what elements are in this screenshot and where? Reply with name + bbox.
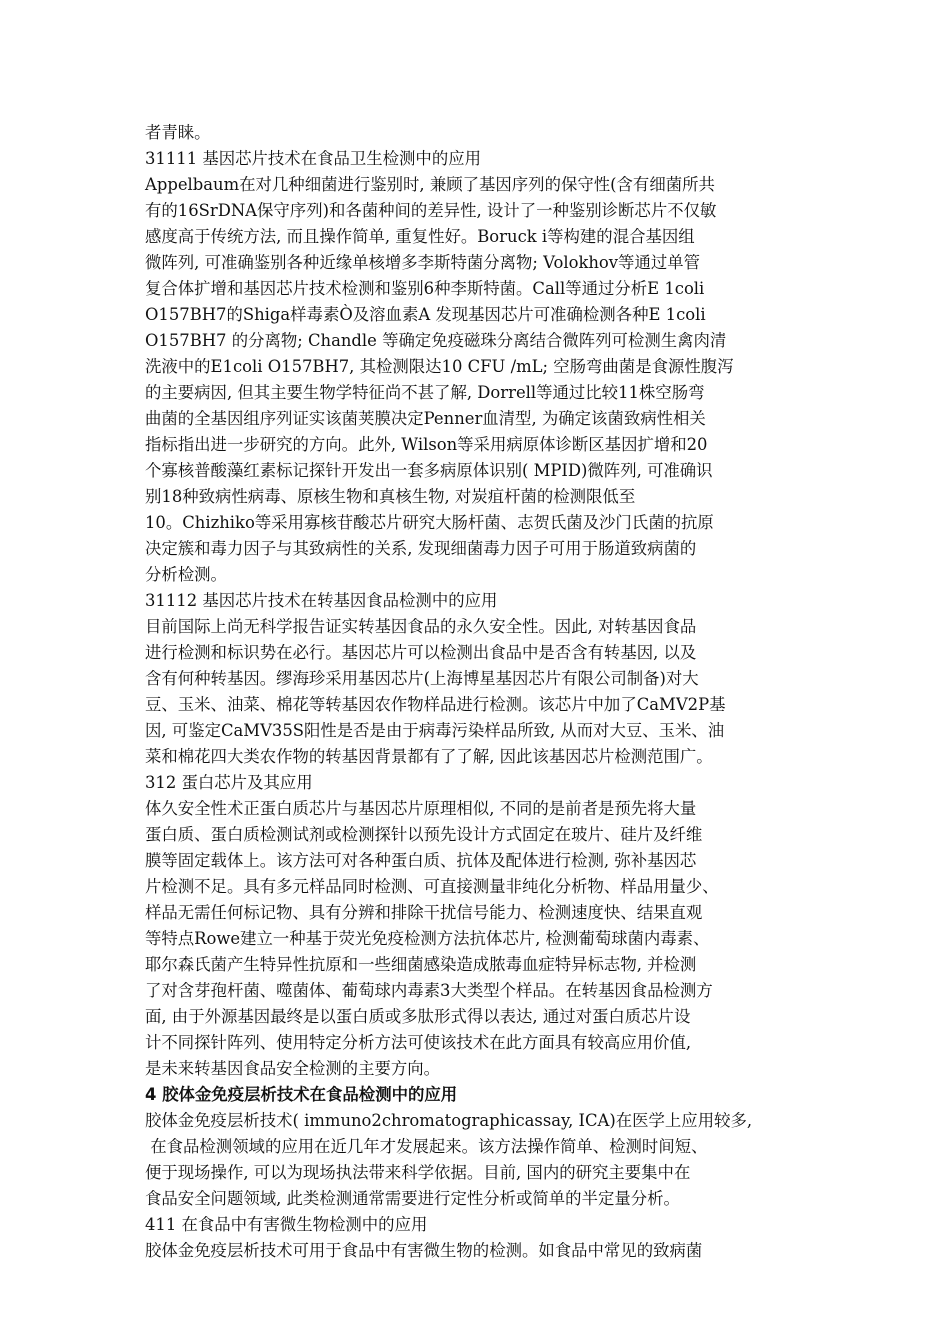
text-line: 个寡核普酸藻红素标记探针开发出一套多病原体识别( MPID)微阵列, 可准确识 [145, 461, 713, 480]
text-line: O157BH7的Shiga样毒素Ò及溶血素A 发现基因芯片可准确检测各种E 1coli [145, 305, 706, 324]
text-line: O157BH7 的分离物; Chandle 等确定免疫磁珠分离结合微阵列可检测生禽肉清 [145, 331, 727, 350]
text-line: 者青睐。 [145, 123, 211, 142]
text-line: 10。Chizhiko等采用寡核苷酸芯片研究大肠杆菌、志贺氏菌及沙门氏菌的抗原 [145, 513, 714, 532]
text-line: 了对含芽孢杆菌、噬菌体、葡萄球内毒素3大类型个样品。在转基因食品检测方 [145, 981, 713, 1000]
text-line: 便于现场操作, 可以为现场执法带来科学依据。目前, 国内的研究主要集中在 [145, 1163, 691, 1182]
text-line: 进行检测和标识势在必行。基因芯片可以检测出食品中是否含有转基因, 以及 [145, 643, 697, 662]
text-line: 是未来转基因食品安全检测的主要方向。 [145, 1059, 441, 1078]
text-line: 耶尔森氏菌产生特异性抗原和一些细菌感染造成脓毒血症特异标志物, 并检测 [145, 955, 697, 974]
text-line: 含有何种转基因。缪海珍采用基因芯片(上海博星基因芯片有限公司制备)对大 [145, 669, 699, 688]
section-heading-4: 4 胶体金免疫层析技术在食品检测中的应用 [145, 1085, 458, 1104]
document-page [145, 120, 813, 1264]
text-line: 豆、玉米、油菜、棉花等转基因农作物样品进行检测。该芯片中加了CaMV2P基 [145, 695, 726, 714]
text-line: 有的16SrDNA保守序列)和各菌种间的差异性, 设计了一种鉴别诊断芯片不仅敏 [145, 201, 717, 220]
section-heading-312: 312 蛋白芯片及其应用 [145, 773, 313, 792]
text-line: 胶体金免疫层析技术可用于食品中有害微生物的检测。如食品中常见的致病菌 [145, 1241, 703, 1260]
text-line: 在食品检测领域的应用在近几年才发展起来。该方法操作简单、检测时间短、 [145, 1137, 708, 1156]
text-line: 目前国际上尚无科学报告证实转基因食品的永久安全性。因此, 对转基因食品 [145, 617, 697, 636]
section-heading-411: 411 在食品中有害微生物检测中的应用 [145, 1215, 428, 1234]
text-line: 等特点Rowe建立一种基于荧光免疫检测方法抗体芯片, 检测葡萄球菌内毒素、 [145, 929, 710, 948]
text-line: 微阵列, 可准确鉴别各种近缘单核增多李斯特菌分离物; Volokhov等通过单管 [145, 253, 701, 272]
text-line: 洗液中的E1coli O157BH7, 其检测限达10 CFU /mL; 空肠弯曲菌是食源性腹泻 [145, 357, 734, 376]
text-line: Appelbaum在对几种细菌进行鉴别时, 兼顾了基因序列的保守性(含有细菌所共 [145, 175, 715, 194]
text-line: 样品无需任何标记物、具有分辨和排除干扰信号能力、检测速度快、结果直观 [145, 903, 703, 922]
text-line: 菜和棉花四大类农作物的转基因背景都有了了解, 因此该基因芯片检测范围广。 [145, 747, 713, 766]
text-line: 计不同探针阵列、使用特定分析方法可使该技术在此方面具有较高应用价值, [145, 1033, 692, 1052]
text-line: 的主要病因, 但其主要生物学特征尚不甚了解, Dorrell等通过比较11株空肠弯 [145, 383, 705, 402]
text-line: 体久安全性术正蛋白质芯片与基因芯片原理相似, 不同的是前者是预先将大量 [145, 799, 697, 818]
section-heading-31112: 31112 基因芯片技术在转基因食品检测中的应用 [145, 591, 498, 610]
text-line: 分析检测。 [145, 565, 227, 584]
text-line: 决定簇和毒力因子与其致病性的关系, 发现细菌毒力因子可用于肠道致病菌的 [145, 539, 697, 558]
text-line: 曲菌的全基因组序列证实该菌荚膜决定Penner血清型, 为确定该菌致病性相关 [145, 409, 706, 428]
text-line: 复合体扩增和基因芯片技术检测和鉴别6种李斯特菌。Call等通过分析E 1coli [145, 279, 705, 298]
text-line: 因, 可鉴定CaMV35S阳性是否是由于病毒污染样品所致, 从而对大豆、玉米、油 [145, 721, 725, 740]
text-line: 食品安全问题领域, 此类检测通常需要进行定性分析或简单的半定量分析。 [145, 1189, 680, 1208]
text-line: 面, 由于外源基因最终是以蛋白质或多肽形式得以表达, 通过对蛋白质芯片设 [145, 1007, 691, 1026]
section-heading-31111: 31111 基因芯片技术在食品卫生检测中的应用 [145, 149, 481, 168]
text-line: 别18种致病性病毒、原核生物和真核生物, 对炭疽杆菌的检测限低至 [145, 487, 636, 506]
text-line: 胶体金免疫层析技术( immuno2chromatographicassay, ICA)在医学上应用较多, [145, 1111, 753, 1130]
text-line: 指标指出进一步研究的方向。此外, Wilson等采用病原体诊断区基因扩增和20 [145, 435, 708, 454]
text-line: 片检测不足。具有多元样品同时检测、可直接测量非纯化分析物、样品用量少、 [145, 877, 719, 896]
text-line: 蛋白质、蛋白质检测试剂或检测探针以预先设计方式固定在玻片、硅片及纤维 [145, 825, 703, 844]
text-line: 感度高于传统方法, 而且操作简单, 重复性好。Boruck i等构建的混合基因组 [145, 227, 695, 246]
text-line: 膜等固定载体上。该方法可对各种蛋白质、抗体及配体进行检测, 弥补基因芯 [145, 851, 697, 870]
